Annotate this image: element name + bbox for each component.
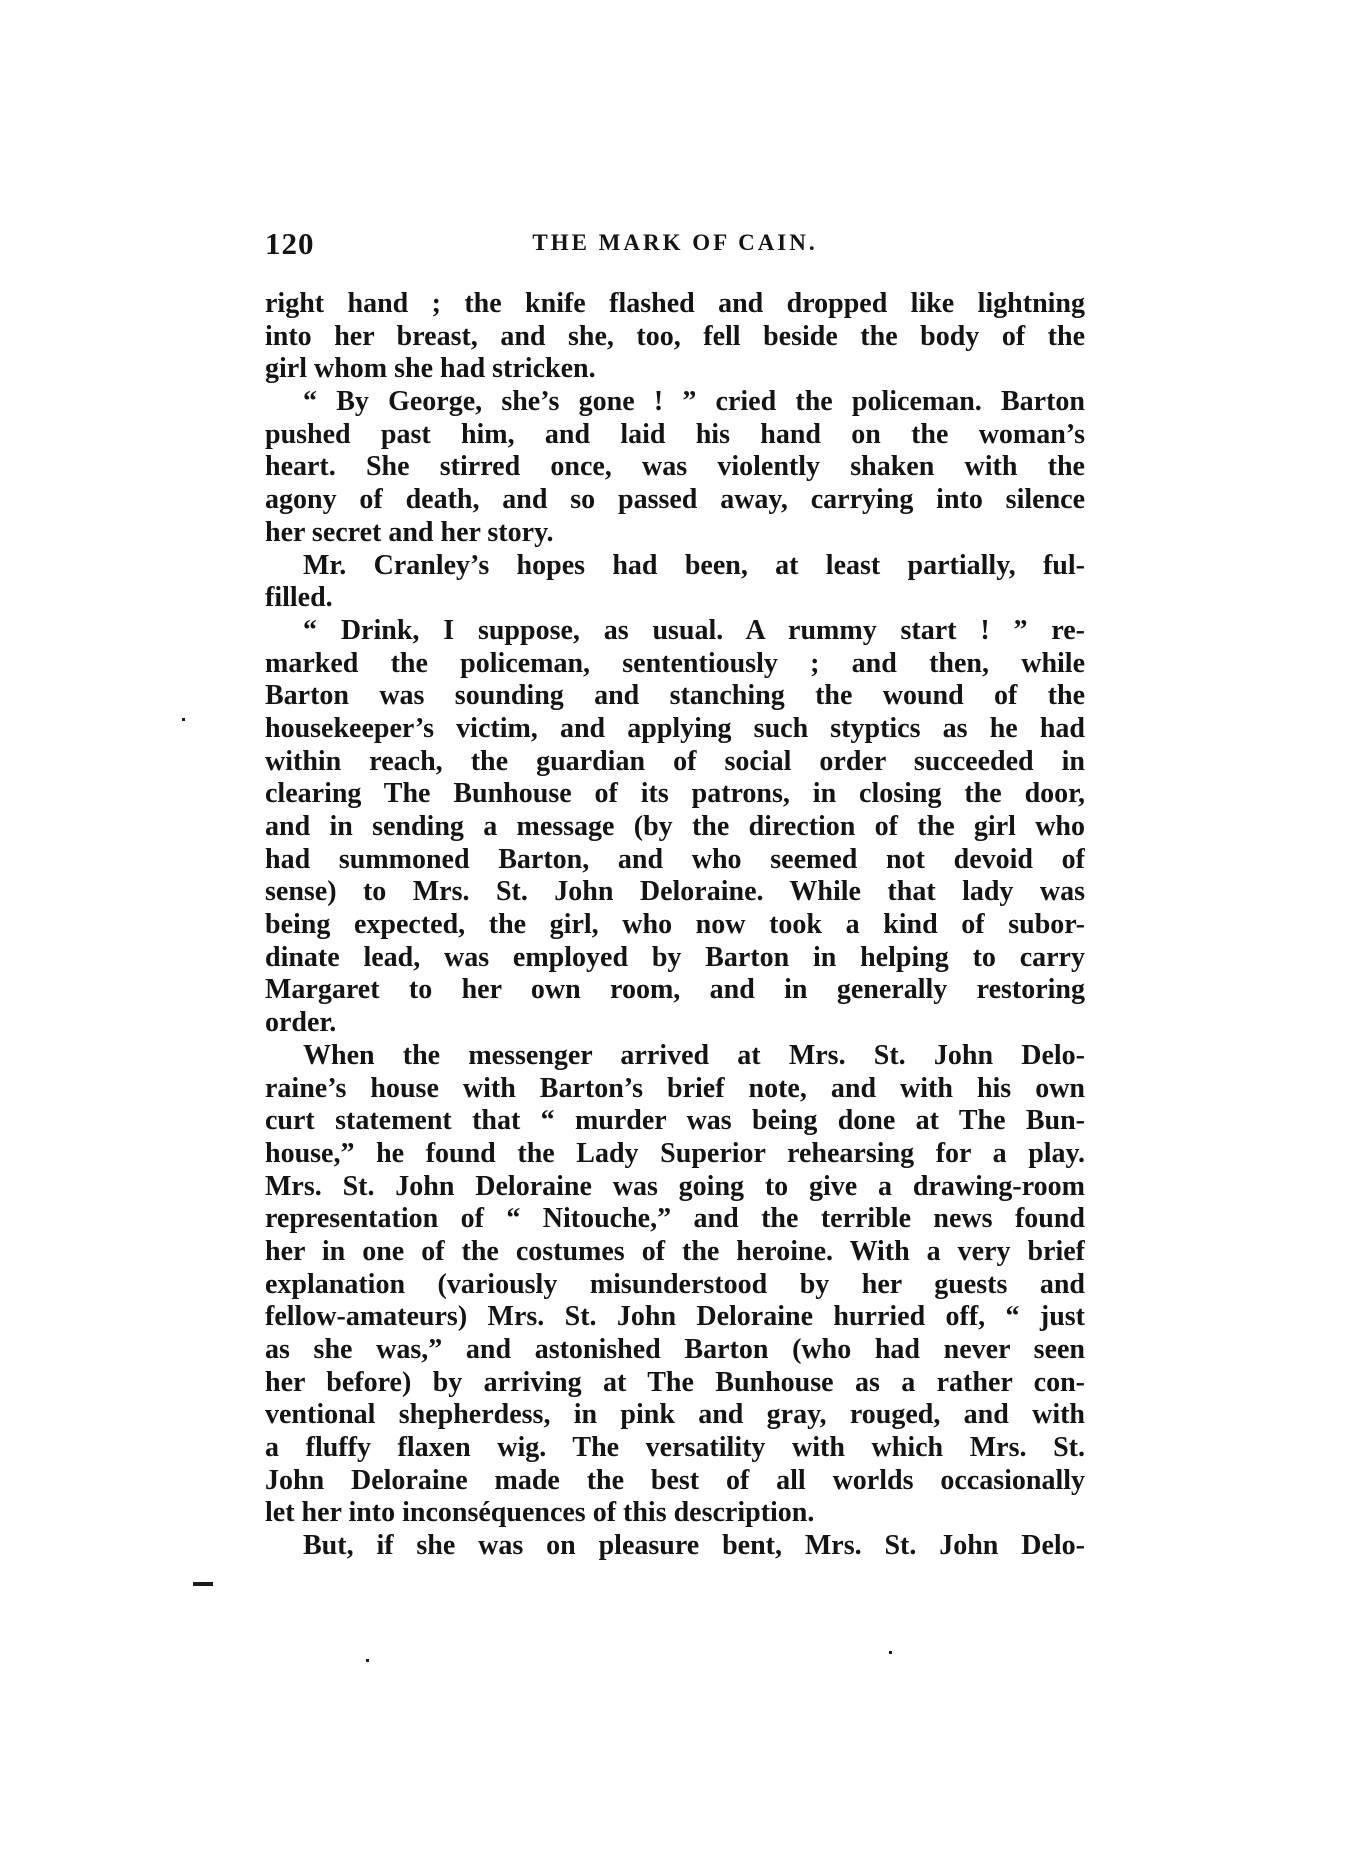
text-line: But, if she was on pleasure bent, Mrs. St. John Delo- xyxy=(303,1530,1085,1562)
text-line: John Deloraine made the best of all worlds occasionally xyxy=(265,1464,1085,1496)
text-line: “ By George, she’s gone ! ” cried the policeman. Barton xyxy=(303,386,1085,418)
text-line: housekeeper’s victim, and applying such styptics as he had xyxy=(265,712,1085,744)
text-line: right hand ; the knife flashed and dropped like lightning xyxy=(265,288,1085,319)
text-line: dinate lead, was employed by Barton in helping to carry xyxy=(265,941,1085,973)
margin-mark xyxy=(366,1659,369,1662)
margin-mark xyxy=(889,1651,892,1654)
text-line: her secret and her story. xyxy=(265,516,554,548)
text-line: sense) to Mrs. St. John Deloraine. While that lady was xyxy=(265,876,1085,908)
text-line: fellow-amateurs) Mrs. St. John Deloraine hurried off, “ just xyxy=(265,1301,1085,1333)
text-line: girl whom she had stricken. xyxy=(265,353,596,385)
text-line: clearing The Bunhouse of its patrons, in closing the door, xyxy=(265,778,1085,810)
text-line: and in sending a message (by the direction of the girl who xyxy=(265,811,1085,842)
text-line: as she was,” and astonished Barton (who had never seen xyxy=(265,1334,1085,1365)
body-text xyxy=(265,288,1085,1563)
text-line: explanation (variously misunderstood by her guests and xyxy=(265,1268,1085,1300)
text-line: When the messenger arrived at Mrs. St. John Delo- xyxy=(303,1039,1085,1071)
text-line: had summoned Barton, and who seemed not devoid of xyxy=(265,843,1085,875)
text-line: being expected, the girl, who now took a kind of subor- xyxy=(265,909,1085,941)
running-title: THE MARK OF CAIN. xyxy=(532,230,818,255)
text-line: Margaret to her own room, and in generally restoring xyxy=(265,974,1085,1006)
text-line: Mrs. St. John Deloraine was going to give a drawing-room xyxy=(265,1170,1085,1202)
page-header xyxy=(265,226,1085,266)
text-line: heart. She stirred once, was violently shaken with the xyxy=(265,451,1085,483)
text-line: representation of “ Nitouche,” and the terrible news found xyxy=(265,1203,1085,1235)
text-line: Barton was sounding and stanching the wound of the xyxy=(265,680,1085,712)
text-line: house,” he found the Lady Superior rehearsing for a play. xyxy=(265,1137,1085,1169)
text-line: within reach, the guardian of social order succeeded in xyxy=(265,745,1085,777)
text-line: pushed past him, and laid his hand on the woman’s xyxy=(265,418,1085,450)
text-line: curt statement that “ murder was being done at The Bun- xyxy=(265,1105,1085,1137)
text-line: a fluffy flaxen wig. The versatility with which Mrs. St. xyxy=(265,1432,1085,1464)
text-line: into her breast, and she, too, fell beside the body of the xyxy=(265,320,1085,352)
text-line: let her into inconséquences of this description. xyxy=(265,1497,815,1529)
text-line: ventional shepherdess, in pink and gray, rouged, and with xyxy=(265,1399,1085,1431)
text-line: her before) by arriving at The Bunhouse as a rather con- xyxy=(265,1366,1085,1398)
text-line: Mr. Cranley’s hopes had been, at least partially, ful- xyxy=(303,549,1085,581)
text-line: agony of death, and so passed away, carrying into silence xyxy=(265,484,1085,516)
text-line: her in one of the costumes of the heroine. With a very brief xyxy=(265,1235,1085,1267)
text-line: order. xyxy=(265,1007,337,1039)
margin-dash-mark xyxy=(193,1582,213,1586)
text-line: marked the policeman, sententiously ; and then, while xyxy=(265,647,1085,679)
text-line: filled. xyxy=(265,582,333,614)
text-line: raine’s house with Barton’s brief note, and with his own xyxy=(265,1072,1085,1104)
margin-mark xyxy=(182,718,185,721)
page-number: 120 xyxy=(265,226,315,261)
text-line: “ Drink, I suppose, as usual. A rummy start ! ” re- xyxy=(303,614,1085,646)
